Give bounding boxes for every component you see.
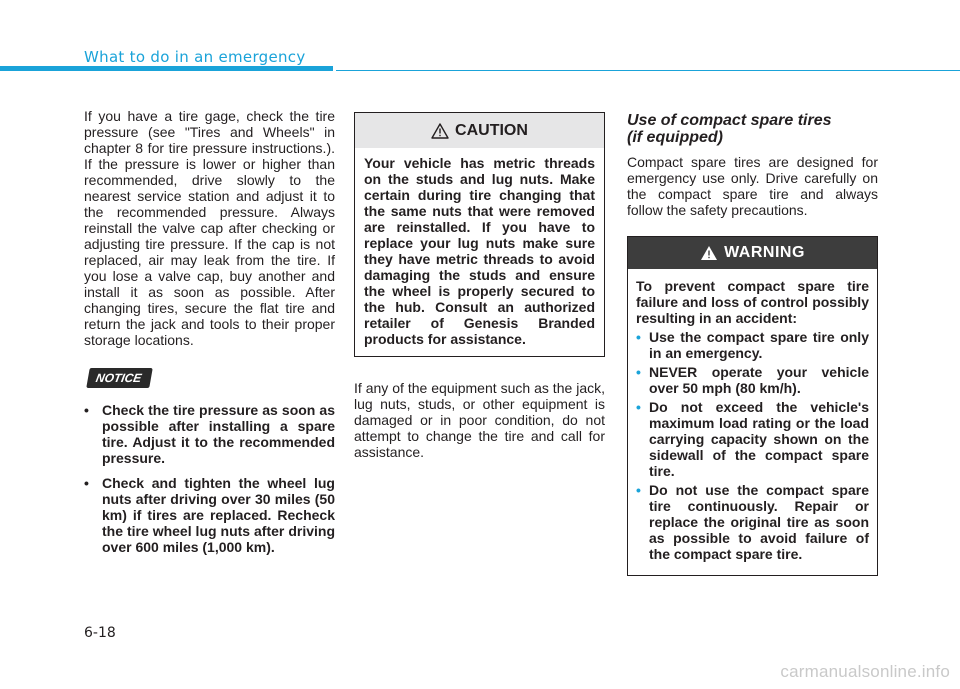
warning-triangle-icon xyxy=(431,123,449,139)
warning-box xyxy=(627,236,878,576)
column-right xyxy=(627,112,878,576)
equipment-paragraph: If any of the equipment such as the jack, lug nuts, studs, or other equipment is damaged or in poor condition, do not attempt to change the tire and call for assistance. xyxy=(354,380,605,460)
caution-header xyxy=(355,113,604,148)
caution-text: Your vehicle has metric threads on the studs and lug nuts. Make certain during tire changing that the same nuts that were removed are reinstalled. If you have to replace your lug nuts make sure they have metric threads to avoid damaging the studs and ensure the wheel is properly secured to the hub. Consult an authorized retailer of Genesis Branded products for assistance. xyxy=(364,155,595,347)
tire-gage-paragraph: If you have a tire gage, check the tire pressure (see "Tires and Wheels" in chapter 8 for tire pressure instructions.). If the pressure is lower or higher than recommended, drive slowly to the nearest service station and adjust it to the recommended pressure. Always reinstall the valve cap after checking or adjusting tire pressure. If the cap is not replaced, air may leak from the tire. If you lose a valve cap, buy another and install it as soon as possible. After changing tires, secure the flat tire and return the jack and tools to their proper storage locations. xyxy=(84,108,335,348)
caution-title: CAUTION xyxy=(455,121,528,139)
warning-triangle-icon xyxy=(700,245,718,261)
warning-body xyxy=(628,269,877,575)
header-rule xyxy=(336,70,960,71)
column-left xyxy=(84,108,335,564)
header-accent-bar xyxy=(0,66,333,71)
compact-spare-heading xyxy=(627,112,878,146)
column-middle xyxy=(354,112,605,460)
warning-item: • Do not exceed the vehicle's maximum load rating or the load carrying capacity shown on the sidewall of the compact spare tire. xyxy=(636,399,869,479)
warning-item: • NEVER operate your vehicle over 50 mph (80 km/h). xyxy=(636,364,869,396)
watermark: carmanualsonline.info xyxy=(780,662,950,681)
warning-item: • Use the compact spare tire only in an emergency. xyxy=(636,329,869,361)
warning-title: WARNING xyxy=(724,244,805,261)
warning-item: • Do not use the compact spare tire continuously. Repair or replace the original tire as soon as possible to avoid failure of the compact spare tire. xyxy=(636,482,869,562)
compact-spare-heading-line2: (if equipped) xyxy=(627,129,723,146)
notice-item: • Check the tire pressure as soon as possible after installing a spare tire. Adjust it to the recommended pressure. xyxy=(84,402,335,466)
notice-item: • Check and tighten the wheel lug nuts after driving over 30 miles (50 km) if tires are replaced. Recheck the tire wheel lug nuts after driving over 600 miles (1,000 km). xyxy=(84,475,335,555)
compact-spare-paragraph: Compact spare tires are designed for emergency use only. Drive carefully on the compact spare tire and always follow the safety precautions. xyxy=(627,154,878,218)
warning-header xyxy=(628,237,877,269)
notice-list xyxy=(84,402,335,555)
notice-badge: NOTICE xyxy=(86,368,153,388)
section-title: What to do in an emergency xyxy=(84,48,306,66)
warning-intro: To prevent compact spare tire failure and loss of control possibly resulting in an accident: xyxy=(636,278,869,326)
page-number: 6-18 xyxy=(84,625,116,641)
caution-box xyxy=(354,112,605,357)
compact-spare-heading-line1: Use of compact spare tires xyxy=(627,112,832,129)
warning-list xyxy=(636,329,869,562)
